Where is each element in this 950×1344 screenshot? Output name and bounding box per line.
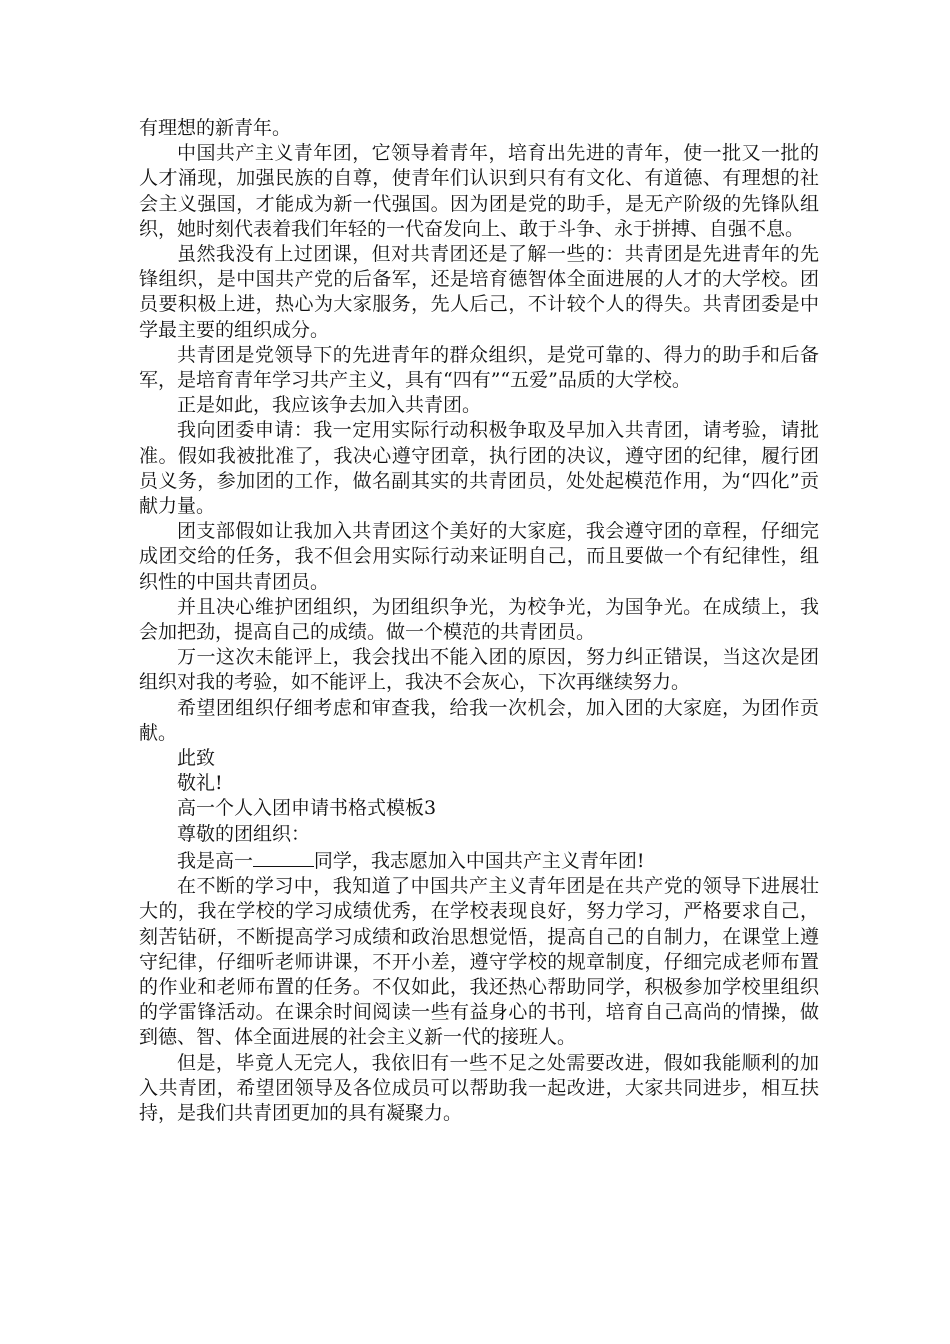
paragraph: 有理想的新青年。 bbox=[139, 117, 292, 139]
intro-sentence bbox=[139, 847, 819, 874]
greeting: 尊敬的团组织： bbox=[177, 822, 311, 845]
paragraph: 但是，毕竟人无完人，我依旧有一些不足之处需要改进，假如我能顺利的加入共青团，希望团领导及各位成员可以帮助我一起改进，大家共同进步，相互扶持，是我们共青团更加的具有凝聚力。 bbox=[139, 1051, 819, 1124]
intro-text-after: 同学，我志愿加入中国共产主义青年团! bbox=[313, 849, 645, 872]
paragraph: 虽然我没有上过团课，但对共青团还是了解一些的：共青团是先进青年的先锋组织，是中国共产党的后备军，还是培育德智体全面进展的人才的大学校。团员要积极上进，热心为大家服务，先人后己，不计较个人的得失。共青团委是中学最主要的组织成分。 bbox=[139, 243, 819, 341]
paragraph: 我向团委申请：我一定用实际行动积极争取及早加入共青团，请考验，请批准。假如我被批准了，我决心遵守团章，执行团的决议，遵守团的纪律，履行团员义务，参加团的工作，做名副其实的共青团员，处处起模范作用，为“四化”贡献力量。 bbox=[139, 419, 819, 518]
document-body bbox=[139, 116, 819, 1126]
fill-in-blank bbox=[253, 847, 314, 867]
paragraph: 共青团是党领导下的先进青年的群众组织，是党可靠的、得力的助手和后备军，是培育青年学习共产主义，具有“四有”“五爱”品质的大学校。 bbox=[139, 343, 819, 392]
paragraph: 正是如此，我应该争去加入共青团。 bbox=[177, 394, 482, 417]
paragraph: 团支部假如让我加入共青团这个美好的大家庭，我会遵守团的章程，仔细完成团交给的任务，我不但会用实际行动来证明自己，而且要做一个有纪律性，组织性的中国共青团员。 bbox=[139, 520, 819, 593]
paragraph: 并且决心维护团组织，为团组织争光，为校争光，为国争光。在成绩上，我会加把劲，提高自己的成绩。做一个模范的共青团员。 bbox=[139, 595, 819, 644]
closing-salutation: 此致 bbox=[177, 747, 216, 770]
section-heading: 高一个人入团申请书格式模板3 bbox=[177, 797, 437, 820]
paragraph: 在不断的学习中，我知道了中国共产主义青年团是在共产党的领导下进展壮大的，我在学校的学习成绩优秀，在学校表现良好，努力学习，严格要求自己，刻苦钻研，不断提高学习成绩和政治思想觉悟，提高自己的自制力，在课堂上遵守纪律，仔细听老师讲课，不开小差，遵守学校的规章制度，仔细完成老师布置的作业和老师布置的任务。不仅如此，我还热心帮助同学，积极参加学校里组织的学雷锋活动。在课余时间阅读一些有益身心的书刊，培育自己高尚的情操，做到德、智、体全面进展的社会主义新一代的接班人。 bbox=[139, 875, 819, 1049]
paragraph: 希望团组织仔细考虑和审查我，给我一次机会，加入团的大家庭，为团作贡献。 bbox=[139, 696, 819, 744]
paragraph: 中国共产主义青年团，它领导着青年，培育出先进的青年，使一批又一批的人才涌现，加强民族的自尊，使青年们认识到只有有文化、有道德、有理想的社会主义强国，才能成为新一代强国。因为团是党的助手，是无产阶级的先锋队组织，她时刻代表着我们年轻的一代奋发向上、敢于斗争、永于拼搏、自强不息。 bbox=[139, 142, 819, 240]
paragraph: 万一这次未能评上，我会找出不能入团的原因，努力纠正错误，当这次是团组织对我的考验，如不能评上，我决不会灰心，下次再继续努力。 bbox=[139, 646, 819, 694]
closing-regards: 敬礼! bbox=[177, 772, 223, 795]
intro-text-before: 我是高一 bbox=[177, 849, 254, 872]
